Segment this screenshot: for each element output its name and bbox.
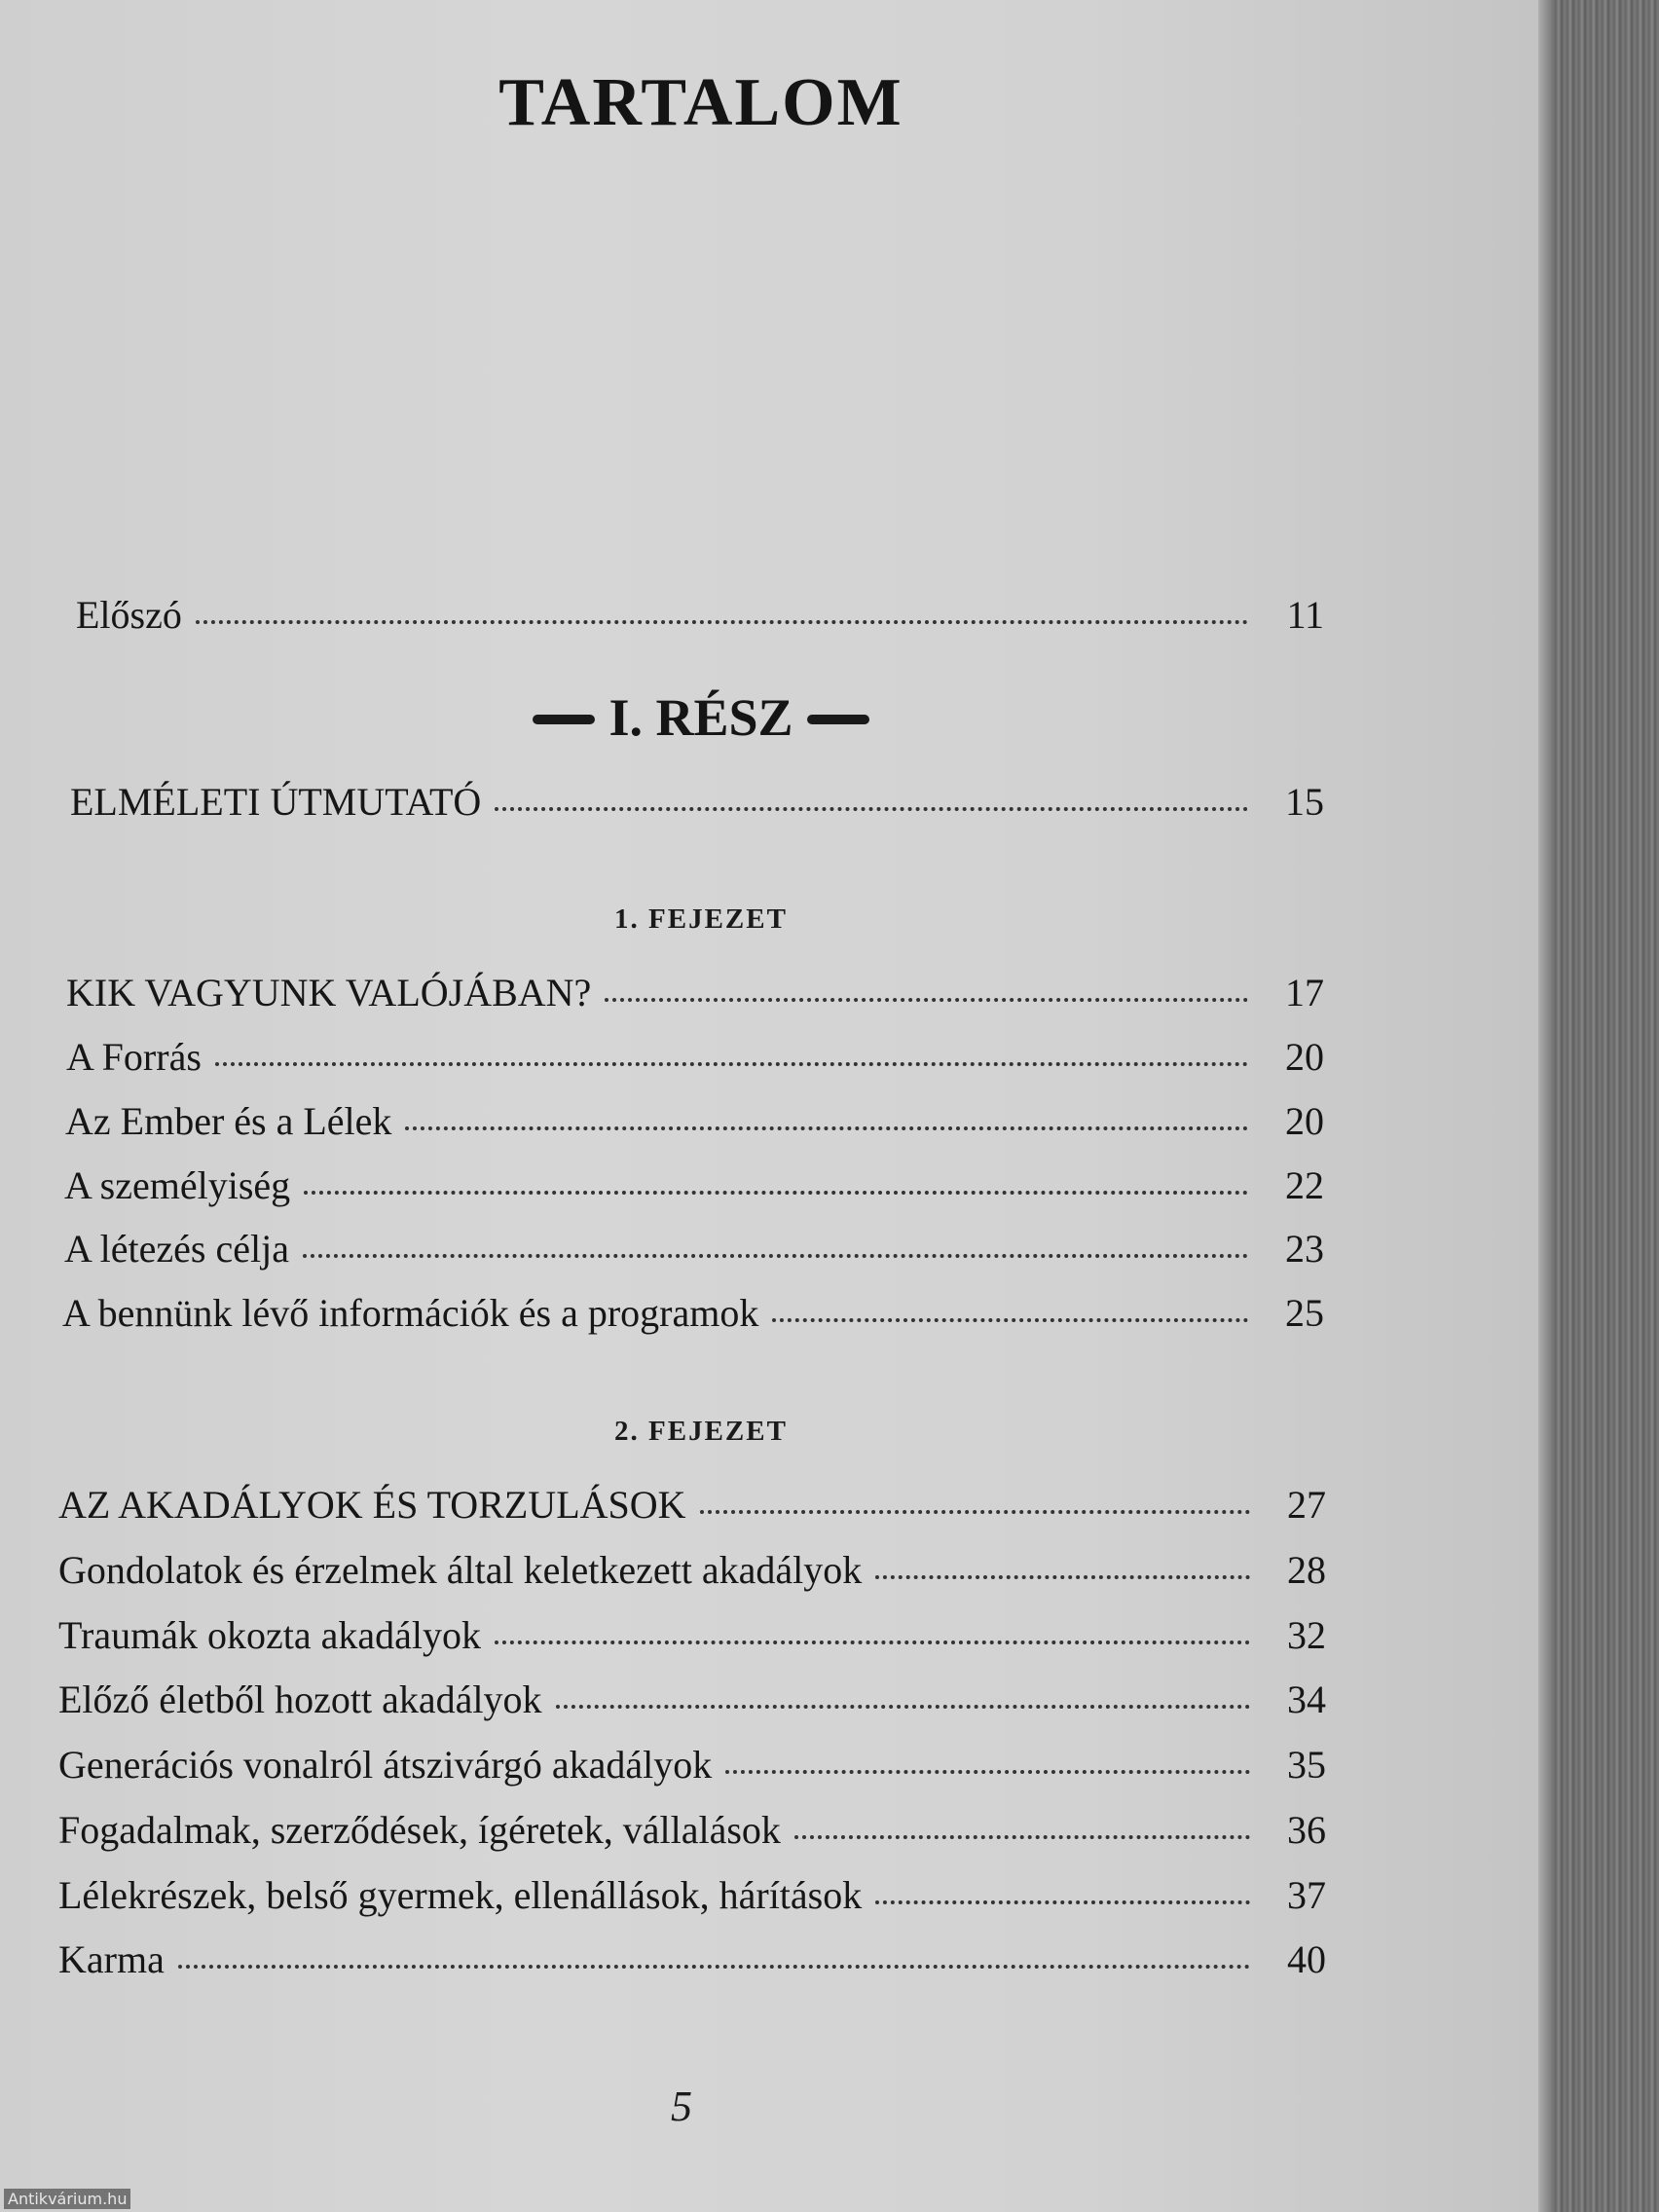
chapter-heading-2: 2. FEJEZET <box>614 1416 788 1447</box>
dot-leader <box>605 998 1248 1002</box>
page-number: 5 <box>671 2083 692 2130</box>
toc-entry-foreword <box>76 592 1324 638</box>
toc-entry-page: 37 <box>1287 1873 1326 1917</box>
toc-entry-label: Fogadalmak, szerződések, ígéretek, vállalások <box>58 1808 781 1852</box>
dot-leader <box>405 1126 1248 1130</box>
dot-leader <box>495 1641 1250 1644</box>
toc-entry-page: 36 <box>1287 1808 1326 1852</box>
dot-leader <box>725 1770 1250 1774</box>
part-heading <box>0 687 1402 748</box>
dot-leader <box>556 1705 1250 1709</box>
page-title: TARTALOM <box>498 65 903 140</box>
part-label: I. RÉSZ <box>608 688 793 747</box>
toc-entry-page: 20 <box>1285 1099 1324 1143</box>
toc-entry <box>58 1482 1326 1528</box>
toc-entry-page: 32 <box>1287 1613 1326 1657</box>
toc-entry <box>66 970 1324 1015</box>
toc-entry-label: A Forrás <box>66 1035 202 1079</box>
chapter-heading-1: 1. FEJEZET <box>614 903 788 935</box>
toc-entry <box>65 1098 1324 1144</box>
toc-entry-label: A bennünk lévő információk és a programok <box>62 1291 759 1335</box>
toc-entry <box>66 1034 1324 1080</box>
toc-entry-label: Generációs vonalról átszivárgó akadályok <box>58 1743 713 1787</box>
toc-entry-page: 11 <box>1286 593 1324 637</box>
book-edge <box>1538 0 1659 2212</box>
toc-entry-section <box>70 779 1324 825</box>
toc-entry-page: 22 <box>1285 1163 1324 1207</box>
toc-entry-page: 34 <box>1287 1677 1326 1721</box>
toc-entry-label: AZ AKADÁLYOK ÉS TORZULÁSOK <box>58 1483 686 1527</box>
dot-leader <box>700 1510 1250 1514</box>
toc-entry <box>62 1290 1324 1336</box>
toc-entry-page: 15 <box>1285 780 1324 824</box>
toc-entry <box>58 1547 1326 1593</box>
dot-leader <box>215 1062 1248 1066</box>
toc-entry <box>58 1872 1326 1918</box>
dot-leader <box>875 1575 1250 1579</box>
toc-entry-label: ELMÉLETI ÚTMUTATÓ <box>70 780 482 824</box>
dot-leader <box>196 620 1248 624</box>
toc-entry-label: A létezés célja <box>64 1227 289 1271</box>
toc-entry-label: Az Ember és a Lélek <box>65 1099 392 1143</box>
toc-entry-label: Lélekrészek, belső gyermek, ellenállások, hárítások <box>58 1873 863 1917</box>
toc-entry-label: Előző életből hozott akadályok <box>58 1677 542 1721</box>
toc-entry-page: 20 <box>1285 1035 1324 1079</box>
toc-entry-page: 25 <box>1285 1291 1324 1335</box>
dot-leader <box>875 1900 1250 1904</box>
toc-entry-page: 23 <box>1285 1227 1324 1271</box>
toc-entry <box>64 1226 1324 1272</box>
toc-entry-label: Gondolatok és érzelmek által keletkezett akadályok <box>58 1548 863 1592</box>
toc-entry-label: A személyiség <box>64 1163 291 1207</box>
toc-entry-page: 27 <box>1287 1483 1326 1527</box>
toc-entry <box>58 1936 1326 1982</box>
right-ornament-icon <box>807 715 869 724</box>
watermark: Antikvárium.hu <box>4 2189 130 2209</box>
toc-entry-page: 35 <box>1287 1743 1326 1787</box>
toc-entry-page: 28 <box>1287 1548 1326 1592</box>
toc-entry <box>58 1677 1326 1722</box>
dot-leader <box>495 807 1248 811</box>
dot-leader <box>304 1191 1248 1195</box>
dot-leader <box>178 1965 1250 1969</box>
toc-entry <box>58 1612 1326 1658</box>
toc-entry-label: Traumák okozta akadályok <box>58 1613 481 1657</box>
toc-entry-label: Karma <box>58 1937 165 1981</box>
toc-entry <box>58 1807 1326 1853</box>
left-ornament-icon <box>533 715 595 724</box>
toc-entry-label: Előszó <box>76 593 182 637</box>
toc-entry-page: 17 <box>1285 971 1324 1014</box>
toc-entry <box>64 1162 1324 1208</box>
dot-leader <box>303 1254 1248 1258</box>
dot-leader <box>794 1835 1250 1839</box>
toc-entry <box>58 1742 1326 1788</box>
toc-entry-page: 40 <box>1287 1937 1326 1981</box>
toc-entry-label: KIK VAGYUNK VALÓJÁBAN? <box>66 971 592 1014</box>
dot-leader <box>772 1318 1248 1322</box>
